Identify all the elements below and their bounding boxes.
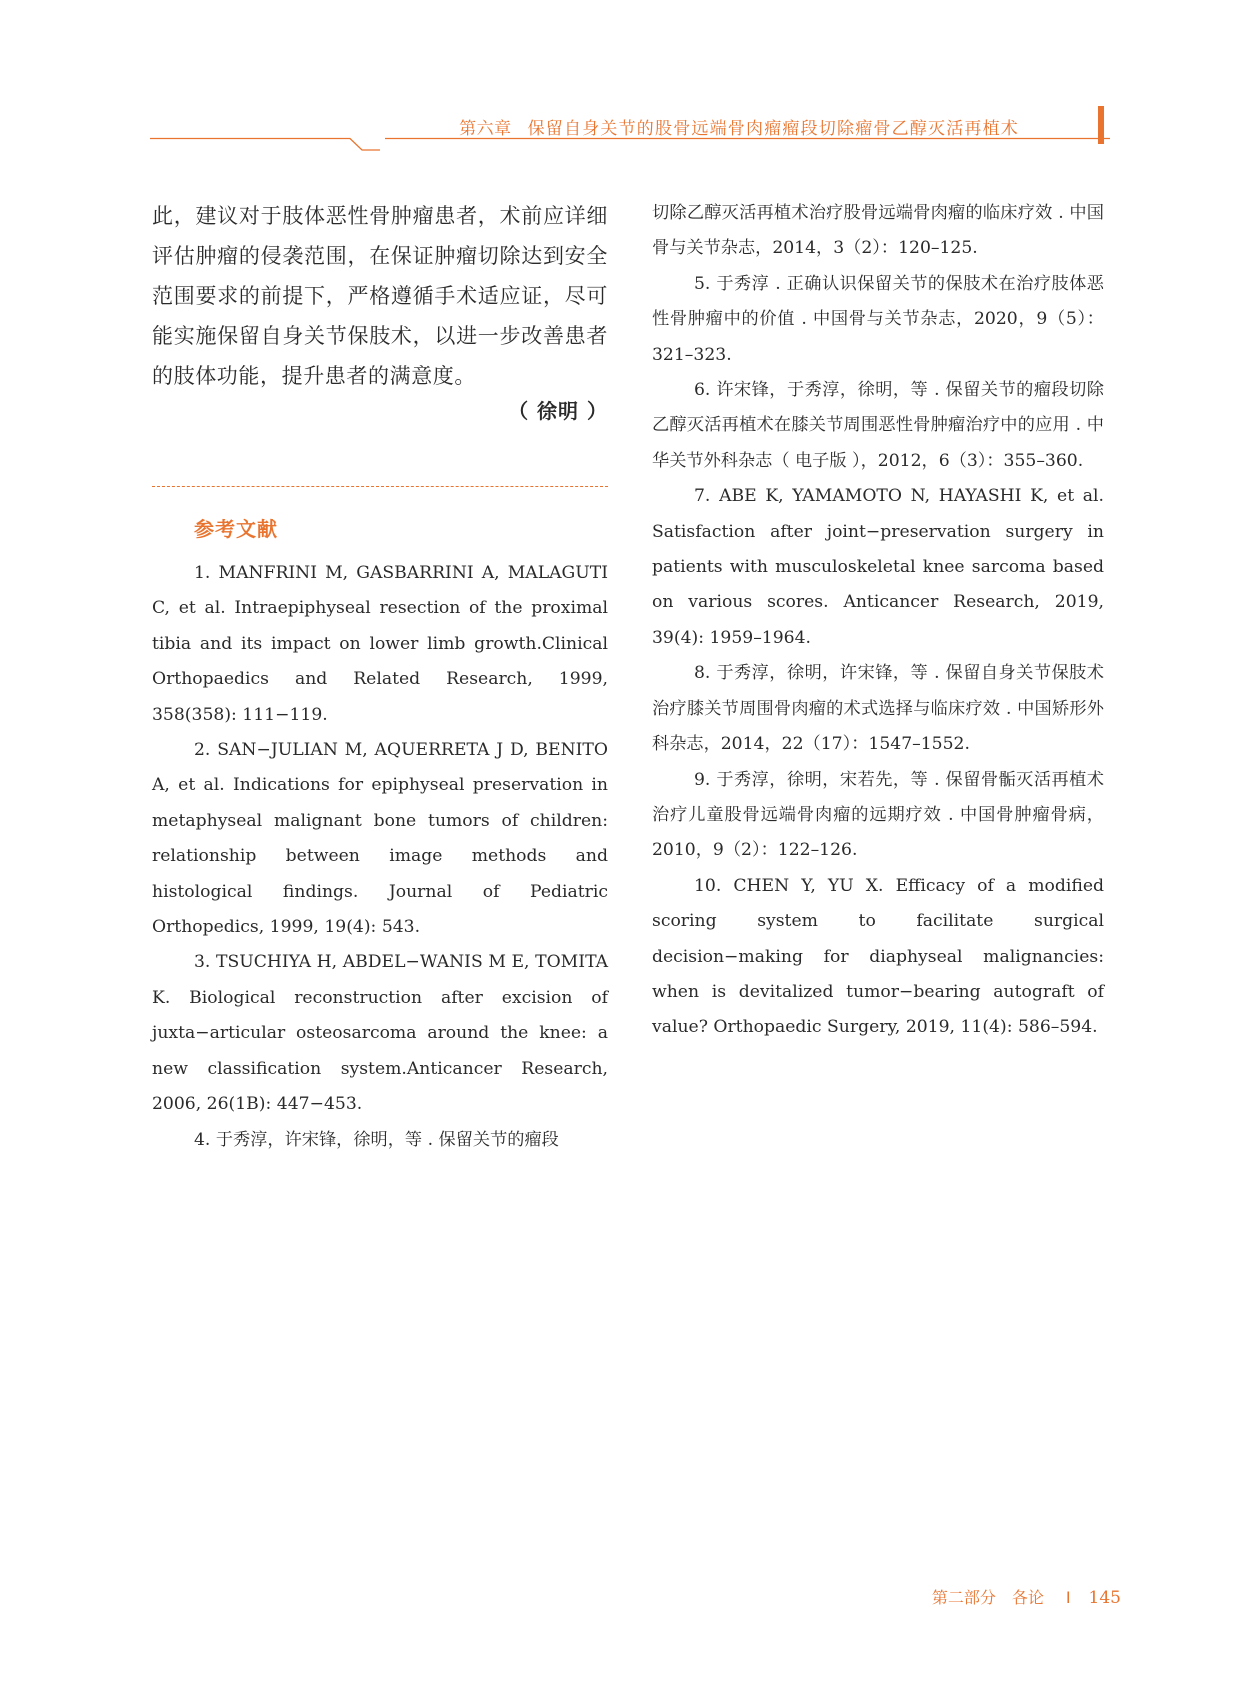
reference-item: 10. CHEN Y, YU X. Efficacy of a modified scoring system to facilitate surgical decision−making for diaphyseal malignancies: when is devitalized tumor−bearing autograft of value? Orthopaedic Surgery, 2019, 11(4): 586–594. <box>652 875 1104 1038</box>
chapter-title: 保留自身关节的股骨远端骨肉瘤瘤段切除瘤骨乙醇灭活再植术 <box>527 119 1019 139</box>
section-divider <box>152 486 608 487</box>
reference-item: 2. SAN−JULIAN M, AQUERRETA J D, BENITO A, et al. Indications for epiphyseal preservation in metaphyseal malignant bone tumors of children: relationship between image methods and histological findings. Journal of Pediatric Orthopedics, 1999, 19(4): 543. <box>152 740 608 938</box>
body-paragraph: 此，建议对于肢体恶性骨肿瘤患者，术前应详细评估肿瘤的侵袭范围，在保证肿瘤切除达到安全范围要求的前提下，严格遵循手术适应证，尽可能实施保留自身关节保肢术，以进一步改善患者的肢体功能，提升患者的满意度。 <box>152 204 608 388</box>
page-number: 145 <box>1088 1588 1121 1608</box>
page-footer <box>932 1585 1121 1608</box>
header-rule <box>150 137 1110 159</box>
reference-item: 1. MANFRINI M, GASBARRINI A, MALAGUTI C, et al. Intraepiphyseal resection of the proximal tibia and its impact on lower limb growth.Clinical Orthopaedics and Related Research, 1999, 358(358): 111−119. <box>152 563 608 725</box>
reference-item: 4. 于秀淳，许宋锋，徐明，等 . 保留关节的瘤段 <box>194 1129 559 1150</box>
footer-separator: I <box>1065 1588 1071 1607</box>
footer-section: 第二部分 各论 <box>931 1588 1044 1607</box>
running-header <box>459 114 1019 139</box>
reference-item: 9. 于秀淳，徐明，宋若先，等 . 保留骨骺灭活再植术治疗儿童股骨远端骨肉瘤的远期疗效 . 中国骨肿瘤骨病，2010，9（2）：122–126. <box>652 769 1104 861</box>
references-heading: 参考文献 <box>194 517 278 541</box>
reference-item: 6. 许宋锋，于秀淳，徐明，等 . 保留关节的瘤段切除乙醇灭活再植术在膝关节周围恶性骨肿瘤治疗中的应用 . 中华关节外科杂志（ 电子版 ），2012，6（3）：355–360. <box>652 380 1104 471</box>
reference-item: 3. TSUCHIYA H, ABDEL−WANIS M E, TOMITA K. Biological reconstruction after excision of juxta−articular osteosarcoma around the knee: a new classification system.Anticancer Research, 2006, 26(1B): 447−453. <box>152 952 608 1115</box>
reference-item: 5. 于秀淳 . 正确认识保留关节的保肢术在治疗肢体恶性骨肿瘤中的价值 . 中国骨与关节杂志，2020，9（5）：321–323. <box>652 273 1104 365</box>
left-column <box>152 196 608 1158</box>
reference-item: 7. ABE K, YAMAMOTO N, HAYASHI K, et al. Satisfaction after joint−preservation surgery in patients with musculoskeletal knee sarcoma based on various scores. Anticancer Research, 2019, 39(4): 1959–1964. <box>652 486 1104 648</box>
reference-item-continued: 切除乙醇灭活再植术治疗股骨远端骨肉瘤的临床疗效 . 中国骨与关节杂志，2014，3（2）：120–125. <box>652 203 1104 259</box>
right-column <box>652 196 1104 1046</box>
author-signature: （ 徐明 ） <box>508 399 608 423</box>
reference-item: 8. 于秀淳，徐明，许宋锋，等 . 保留自身关节保肢术治疗膝关节周围骨肉瘤的术式选择与临床疗效 . 中国矫形外科杂志，2014，22（17）：1547–1552. <box>652 663 1104 755</box>
chapter-label: 第六章 <box>459 119 512 139</box>
